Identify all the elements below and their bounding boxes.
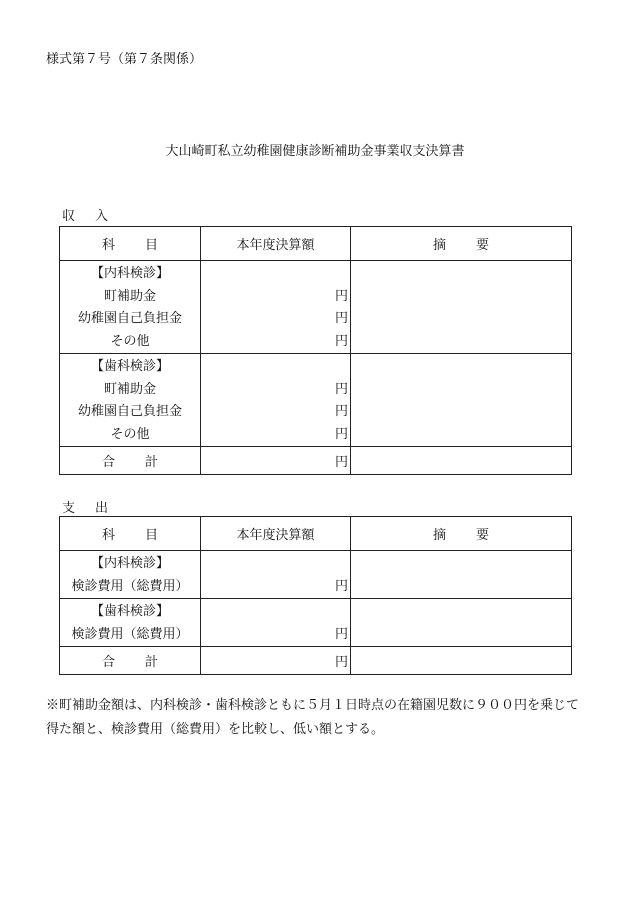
expense-header-item [60,517,201,551]
income-item: その他 [110,333,150,349]
expense-group-internal-remarks[interactable] [351,551,572,599]
header-remarks-left: 摘 [432,528,446,543]
yen-unit: 円 [334,311,348,326]
yen-unit: 円 [334,333,348,349]
income-item: 町補助金 [103,381,156,397]
group-heading: 【歯科検診】 [90,359,169,374]
income-group-internal-amounts[interactable] [201,261,351,354]
header-remarks-right: 要 [476,238,490,253]
header-item-right: 目 [145,238,159,253]
expense-group-internal-amounts[interactable] [201,551,351,599]
expense-group-dental-remarks[interactable] [351,599,572,647]
total-label-left: 合 [101,455,115,470]
income-group-internal [60,261,572,354]
yen-unit: 円 [334,578,348,594]
header-remarks-left: 摘 [432,238,446,253]
group-heading: 【内科検診】 [90,266,169,281]
expense-total-amount[interactable]: 円 [201,647,351,675]
form-number: 様式第７号（第７条関係） [46,52,203,67]
expense-total-remarks[interactable] [351,647,572,675]
income-group-dental-amounts[interactable] [201,354,351,447]
income-total-row [60,447,572,475]
income-total-label [60,447,201,475]
expense-header-remarks [351,517,572,551]
yen-unit: 円 [334,288,348,304]
yen-unit: 円 [334,426,348,442]
header-item-left: 科 [101,238,115,253]
income-item: 町補助金 [103,288,156,304]
income-label-right: 入 [95,209,109,224]
yen-unit: 円 [334,381,348,397]
income-header-remarks [351,227,572,261]
income-total-remarks[interactable] [351,447,572,475]
expense-group-dental [60,599,572,647]
expense-item: 検診費用（総費用） [71,578,189,594]
footnote: ※町補助金額は、内科検診・歯科検診ともに５月１日時点の在籍園児数に９００円を乗じて得た額と、検診費用（総費用）を比較し、低い額とする。 [46,698,580,737]
expense-group-internal-items [60,551,201,599]
income-group-dental-remarks[interactable] [351,354,572,447]
expense-label-right: 出 [95,501,109,516]
total-label-left: 合 [101,655,115,670]
expense-header-row [60,517,572,551]
document-title: 大山崎町私立幼稚園健康診断補助金事業収支決算書 [165,144,465,159]
income-label-left: 収 [62,209,76,224]
group-heading: 【内科検診】 [90,556,169,571]
expense-group-internal [60,551,572,599]
income-table [59,226,572,475]
expense-header-amount: 本年度決算額 [201,517,351,551]
expense-label-left: 支 [62,501,76,516]
expense-total-row [60,647,572,675]
group-heading: 【歯科検診】 [90,604,169,619]
income-header-row [60,227,572,261]
expense-group-dental-amounts[interactable] [201,599,351,647]
total-label-right: 計 [145,455,159,470]
total-label-right: 計 [145,655,159,670]
yen-unit: 円 [334,404,348,419]
expense-item: 検診費用（総費用） [71,626,189,642]
income-group-dental-items [60,354,201,447]
income-group-internal-remarks[interactable] [351,261,572,354]
expense-section-label [62,497,108,516]
income-section-label [62,205,108,224]
income-header-item [60,227,201,261]
yen-unit: 円 [334,626,348,642]
expense-table [59,516,572,675]
income-item: 幼稚園自己負担金 [77,404,182,419]
expense-group-dental-items [60,599,201,647]
income-group-dental [60,354,572,447]
header-item-left: 科 [101,528,115,543]
income-item: その他 [110,426,150,442]
header-item-right: 目 [145,528,159,543]
income-header-amount: 本年度決算額 [201,227,351,261]
header-remarks-right: 要 [476,528,490,543]
income-item: 幼稚園自己負担金 [77,311,182,326]
expense-total-label [60,647,201,675]
income-group-internal-items [60,261,201,354]
income-total-amount[interactable]: 円 [201,447,351,475]
